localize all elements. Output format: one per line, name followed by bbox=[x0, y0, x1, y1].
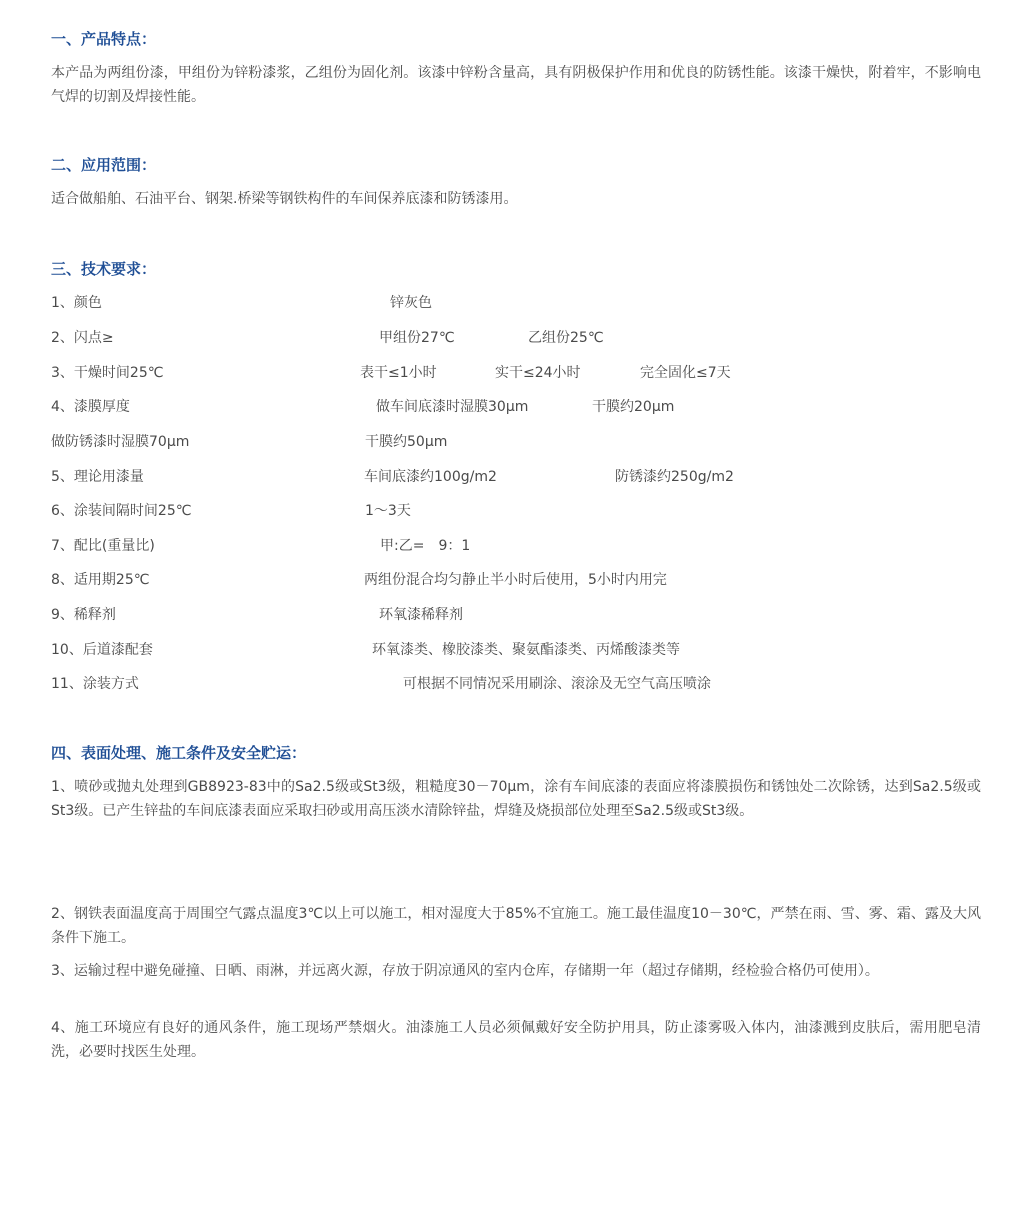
section-heading-features: 一、产品特点： bbox=[51, 30, 157, 48]
section-heading-surface-treatment: 四、表面处理、施工条件及安全贮运： bbox=[51, 744, 307, 762]
spec-row bbox=[51, 638, 981, 662]
spec-row bbox=[51, 430, 981, 454]
spec-label: 8、适用期25℃ bbox=[51, 572, 150, 588]
spec-row bbox=[51, 603, 981, 627]
spec-value: 两组份混合均匀静止半小时后使用，5小时内用完 bbox=[364, 572, 667, 588]
spec-value: 甲组份27℃ bbox=[379, 330, 455, 346]
spec-value: 可根据不同情况采用刷涂、滚涂及无空气高压喷涂 bbox=[403, 676, 711, 692]
surface-treatment-paragraph-1: 1、喷砂或抛丸处理到GB8923-83中的Sa2.5级或St3级，粗糙度30－70μm，涂有车间底漆的表面应将漆膜损伤和锈蚀处二次除锈，达到Sa2.5级或St3级。已产生锌盐的车间底漆表面应采取扫砂或用高压淡水清除锌盐，焊缝及烧损部位处理至Sa2.5级或St3级。 bbox=[51, 779, 981, 819]
spec-label: 7、配比(重量比) bbox=[51, 538, 155, 554]
spec-label: 6、涂装间隔时间25℃ bbox=[51, 503, 192, 519]
spec-label: 5、理论用漆量 bbox=[51, 469, 144, 485]
spec-value: 锌灰色 bbox=[390, 295, 432, 311]
spec-row bbox=[51, 361, 981, 385]
section-heading-applications: 二、应用范围： bbox=[51, 156, 157, 174]
spec-value-2: 干膜约20μm bbox=[592, 399, 675, 415]
spec-value: 车间底漆约100g/m2 bbox=[364, 469, 497, 485]
spec-label: 1、颜色 bbox=[51, 295, 102, 311]
surface-treatment-paragraph-3: 3、运输过程中避免碰撞、日晒、雨淋，并远离火源，存放于阴凉通风的室内仓库，存储期一年（超过存储期，经检验合格仍可使用）。 bbox=[51, 963, 879, 979]
surface-treatment-paragraph-2: 2、钢铁表面温度高于周围空气露点温度3℃以上可以施工，相对湿度大于85%不宜施工。施工最佳温度10－30℃，严禁在雨、雪、雾、霜、露及大风条件下施工。 bbox=[51, 906, 981, 946]
surface-treatment-paragraph-4: 4、施工环境应有良好的通风条件，施工现场严禁烟火。油漆施工人员必须佩戴好安全防护用具，防止漆雾吸入体内，油漆溅到皮肤后，需用肥皂清洗，必要时找医生处理。 bbox=[51, 1020, 981, 1060]
spec-label: 4、漆膜厚度 bbox=[51, 399, 130, 415]
features-paragraph: 本产品为两组份漆，甲组份为锌粉漆浆，乙组份为固化剂。该漆中锌粉含量高，具有阴极保护作用和优良的防锈性能。该漆干燥快，附着牢，不影响电气焊的切割及焊接性能。 bbox=[51, 65, 981, 105]
spec-value: 环氧漆稀释剂 bbox=[379, 607, 463, 623]
spec-label: 3、干燥时间25℃ bbox=[51, 365, 164, 381]
spec-row bbox=[51, 499, 981, 523]
spec-label: 10、后道漆配套 bbox=[51, 642, 153, 658]
spec-row bbox=[51, 672, 981, 696]
section-heading-technical-requirements: 三、技术要求： bbox=[51, 260, 157, 278]
spec-value: 做车间底漆时湿膜30μm bbox=[376, 399, 529, 415]
spec-label: 9、稀释剂 bbox=[51, 607, 116, 623]
spec-value: 1～3天 bbox=[365, 503, 411, 519]
spec-label: 做防锈漆时湿膜70μm bbox=[51, 434, 190, 450]
spec-value: 环氧漆类、橡胶漆类、聚氨酯漆类、丙烯酸漆类等 bbox=[372, 642, 680, 658]
spec-value-2: 防锈漆约250g/m2 bbox=[615, 469, 734, 485]
spec-label: 2、闪点≥ bbox=[51, 330, 114, 346]
spec-value: 甲:乙= 9：1 bbox=[380, 538, 471, 554]
spec-value-3: 完全固化≤7天 bbox=[640, 365, 731, 381]
applications-paragraph: 适合做船舶、石油平台、钢架.桥梁等钢铁构件的车间保养底漆和防锈漆用。 bbox=[51, 191, 518, 207]
spec-row bbox=[51, 326, 981, 350]
spec-value: 表干≤1小时 bbox=[360, 365, 437, 381]
spec-row bbox=[51, 465, 981, 489]
spec-row bbox=[51, 395, 981, 419]
spec-row bbox=[51, 534, 981, 558]
spec-value-2: 乙组份25℃ bbox=[528, 330, 604, 346]
spec-label: 11、涂装方式 bbox=[51, 676, 139, 692]
spec-row bbox=[51, 291, 981, 315]
spec-value: 干膜约50μm bbox=[365, 434, 448, 450]
spec-row bbox=[51, 568, 981, 592]
spec-value-2: 实干≤24小时 bbox=[495, 365, 581, 381]
